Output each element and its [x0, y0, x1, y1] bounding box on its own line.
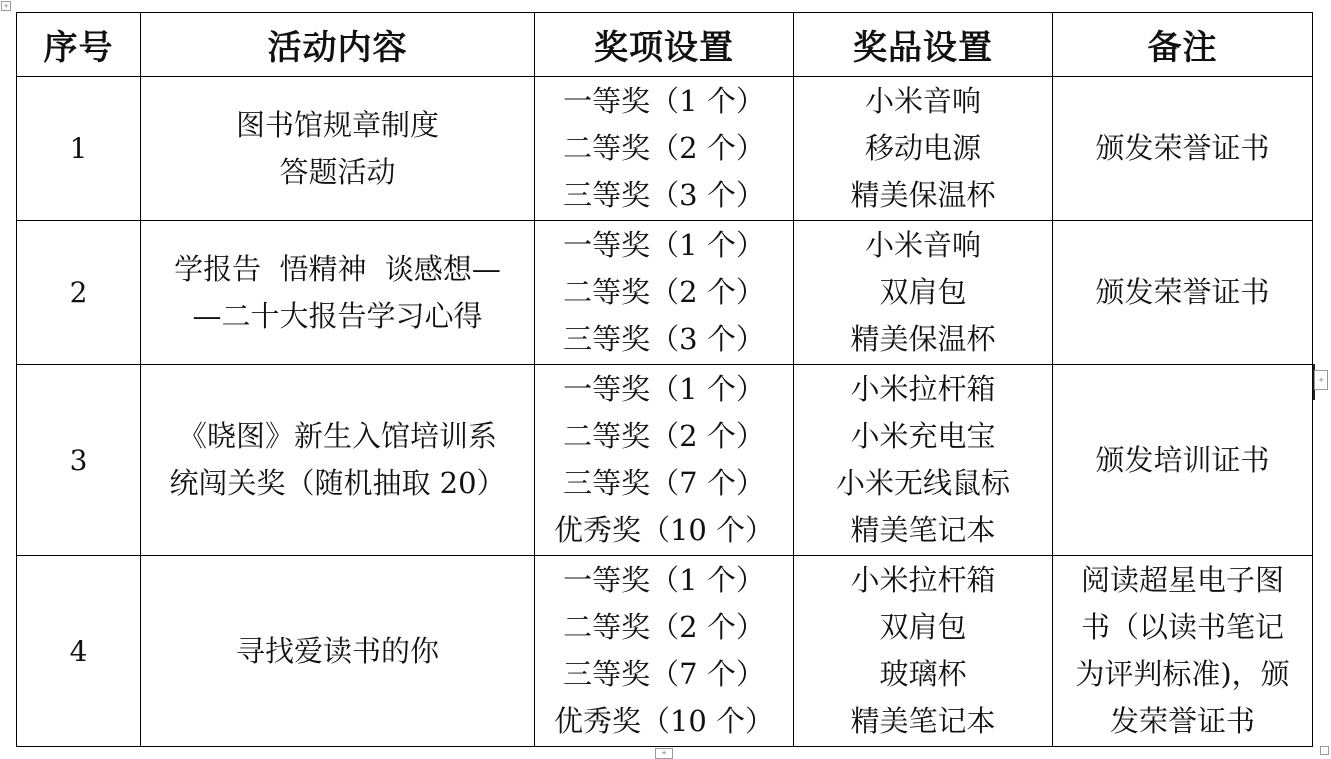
award-line: 一等奖（1 个）: [563, 563, 765, 597]
row-number-cell[interactable]: 2: [17, 221, 141, 365]
activity-line: 《晓图》新生入馆培训系: [177, 419, 497, 453]
row-number-cell[interactable]: 4: [17, 556, 141, 747]
award-line: 一等奖（1 个）: [563, 84, 765, 118]
table-row: [17, 556, 1313, 747]
awards-cell[interactable]: [535, 556, 794, 747]
award-line: 优秀奖（10 个）: [553, 704, 775, 738]
prizes-cell[interactable]: [794, 556, 1053, 747]
award-line: 二等奖（2 个）: [563, 275, 765, 309]
row-number-cell[interactable]: 3: [17, 365, 141, 556]
activity-cell[interactable]: [141, 365, 535, 556]
awards-cell[interactable]: [535, 365, 794, 556]
note-line: 颁发荣誉证书: [1095, 131, 1270, 165]
note-cell[interactable]: [1053, 221, 1313, 365]
award-line: 二等奖（2 个）: [563, 131, 765, 165]
add-row-handle-icon[interactable]: +: [655, 748, 673, 759]
award-line: 一等奖（1 个）: [563, 228, 765, 262]
table-resize-handle-icon[interactable]: [1320, 746, 1329, 755]
activity-cell[interactable]: [141, 221, 535, 365]
prize-line: 移动电源: [864, 131, 981, 165]
award-line: 一等奖（1 个）: [563, 372, 765, 406]
row-number-cell[interactable]: 1: [17, 77, 141, 221]
award-line: 二等奖（2 个）: [563, 610, 765, 644]
activity-line: 寻找爱读书的你: [235, 633, 439, 668]
note-cell[interactable]: [1053, 365, 1313, 556]
header-awards: 奖项设置: [535, 13, 794, 77]
header-note: 备注: [1053, 13, 1313, 77]
prize-line: 精美笔记本: [850, 513, 996, 547]
note-line: 阅读超星电子图: [1080, 563, 1284, 597]
prize-line: 精美保温杯: [850, 178, 996, 212]
awards-cell[interactable]: [535, 77, 794, 221]
header-prizes: 奖品设置: [794, 13, 1053, 77]
prizes-cell[interactable]: [794, 365, 1053, 556]
prizes-cell[interactable]: [794, 77, 1053, 221]
activity-line: 图书馆规章制度: [235, 107, 439, 142]
prize-line: 小米拉杆箱: [850, 372, 996, 406]
note-cell[interactable]: [1053, 77, 1313, 221]
add-column-handle-icon[interactable]: +: [1314, 370, 1328, 390]
awards-table: [16, 12, 1313, 747]
prize-line: 小米拉杆箱: [850, 563, 996, 597]
table-row: [17, 77, 1313, 221]
header-number: 序号: [17, 13, 141, 77]
prize-line: 小米音响: [864, 84, 981, 118]
prize-line: 玻璃杯: [879, 657, 967, 691]
activity-line: 学报告 悟精神 谈感想—: [174, 251, 501, 286]
activity-cell[interactable]: [141, 77, 535, 221]
note-line: 书（以读书笔记: [1080, 610, 1284, 644]
prize-line: 小米音响: [864, 228, 981, 262]
table-row: [17, 221, 1313, 365]
activity-line: —二十大报告学习心得: [192, 298, 483, 333]
prize-line: 双肩包: [879, 610, 967, 644]
prize-line: 小米充电宝: [850, 419, 996, 453]
note-line: 颁发培训证书: [1095, 442, 1270, 477]
prize-line: 双肩包: [879, 275, 967, 309]
activity-cell[interactable]: [141, 556, 535, 747]
award-line: 二等奖（2 个）: [563, 419, 765, 453]
award-line: 三等奖（3 个）: [563, 322, 765, 356]
note-line: 颁发荣誉证书: [1095, 275, 1270, 309]
prize-line: 精美笔记本: [850, 704, 996, 738]
award-line: 三等奖（7 个）: [563, 657, 765, 691]
awards-cell[interactable]: [535, 221, 794, 365]
header-activity: 活动内容: [141, 13, 535, 77]
table-move-handle-icon[interactable]: +: [1, 1, 11, 11]
note-cell[interactable]: [1053, 556, 1313, 747]
prizes-cell[interactable]: [794, 221, 1053, 365]
award-line: 三等奖（7 个）: [563, 466, 765, 500]
note-line: 发荣誉证书: [1109, 704, 1255, 738]
note-line: 为评判标准)，颁: [1075, 657, 1290, 691]
prize-line: 小米无线鼠标: [835, 466, 1010, 500]
award-line: 三等奖（3 个）: [563, 178, 765, 212]
award-line: 优秀奖（10 个）: [553, 513, 775, 547]
header-row: [17, 13, 1313, 77]
prize-line: 精美保温杯: [850, 322, 996, 356]
table-row: [17, 365, 1313, 556]
activity-line: 答题活动: [279, 154, 396, 189]
activity-line: 统闯关奖（随机抽取 20）: [169, 466, 506, 500]
